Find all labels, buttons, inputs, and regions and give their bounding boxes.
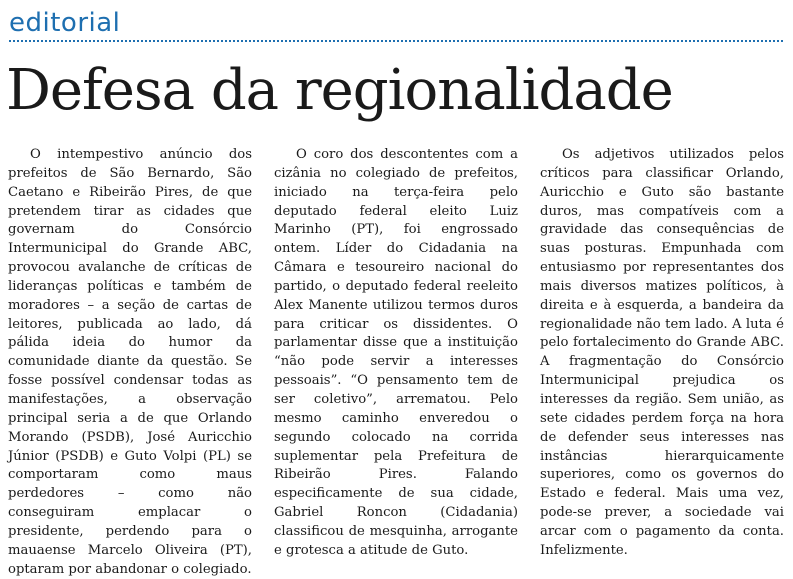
paragraph: O coro dos descontentes com a cizânia no colegiado de prefeitos, iniciado na terça-feira pelo deputado federal eleito Luiz Marinho (PT), foi engrossado ontem. Líder do Cidadania na Câmara e tesoureiro nacional do partido, o deputado federal reeleito Alex Manente utilizou termos duros para criticar os dissidentes. O parlamentar disse que a instituição “não pode servir a interesses pessoais”. “O pensamento tem de ser coletivo”, arrematou. Pelo mesmo caminho enveredou o segundo colocado na corrida suplementar pela Prefeitura de Ribeirão Pires. Falando especificamente de sua cidade, Gabriel Roncon (Cidadania) classificou de mesquinha, arrogante e grotesca a atitude de Guto. xyxy=(274,147,518,558)
section-label: editorial xyxy=(9,8,121,38)
paragraph: Os adjetivos utilizados pelos críticos para classificar Orlando, Auricchio e Guto são bastante duros, mas compatíveis com a gravidade das consequências de suas posturas. Empunhada com entusiasmo por representantes dos mais diversos matizes políticos, à direita e à esquerda, a bandeira da regionalidade não tem lado. A luta é pelo fortalecimento do Grande ABC. A fragmentação do Consórcio Intermunicipal prejudica os interesses da região. Sem união, as sete cidades perdem força na hora de defender seus interesses nas instâncias hierarquicamente superiores, como os governos do Estado e federal. Mais uma vez, pode-se prever, a sociedade vai arcar com o pagamento da conta. Infelizmente. xyxy=(540,147,784,558)
headline: Defesa da regionalidade xyxy=(6,58,673,123)
article-body xyxy=(8,146,784,577)
section-divider xyxy=(9,40,783,42)
article-column-3 xyxy=(540,146,784,558)
article-column-2 xyxy=(274,146,518,558)
article-column-1 xyxy=(8,146,252,577)
paragraph: O intempestivo anúncio dos prefeitos de São Bernardo, São Caetano e Ribeirão Pires, de que pretendem tirar as cidades que governam do Consórcio Intermunicipal do Grande ABC, provocou avalanche de críticas de lideranças políticas e também de moradores – a seção de cartas de leitores, publicada ao lado, dá pálida ideia do humor da comunidade diante da questão. Se fosse possível condensar todas as manifestações, a observação principal seria a de que Orlando Morando (PSDB), José Auricchio Júnior (PSDB) e Guto Volpi (PL) se comportaram como maus perdedores – como não conseguiram emplacar o presidente, perdendo para o mauaense Marcelo Oliveira (PT), optaram por abandonar o colegiado. xyxy=(8,147,252,577)
